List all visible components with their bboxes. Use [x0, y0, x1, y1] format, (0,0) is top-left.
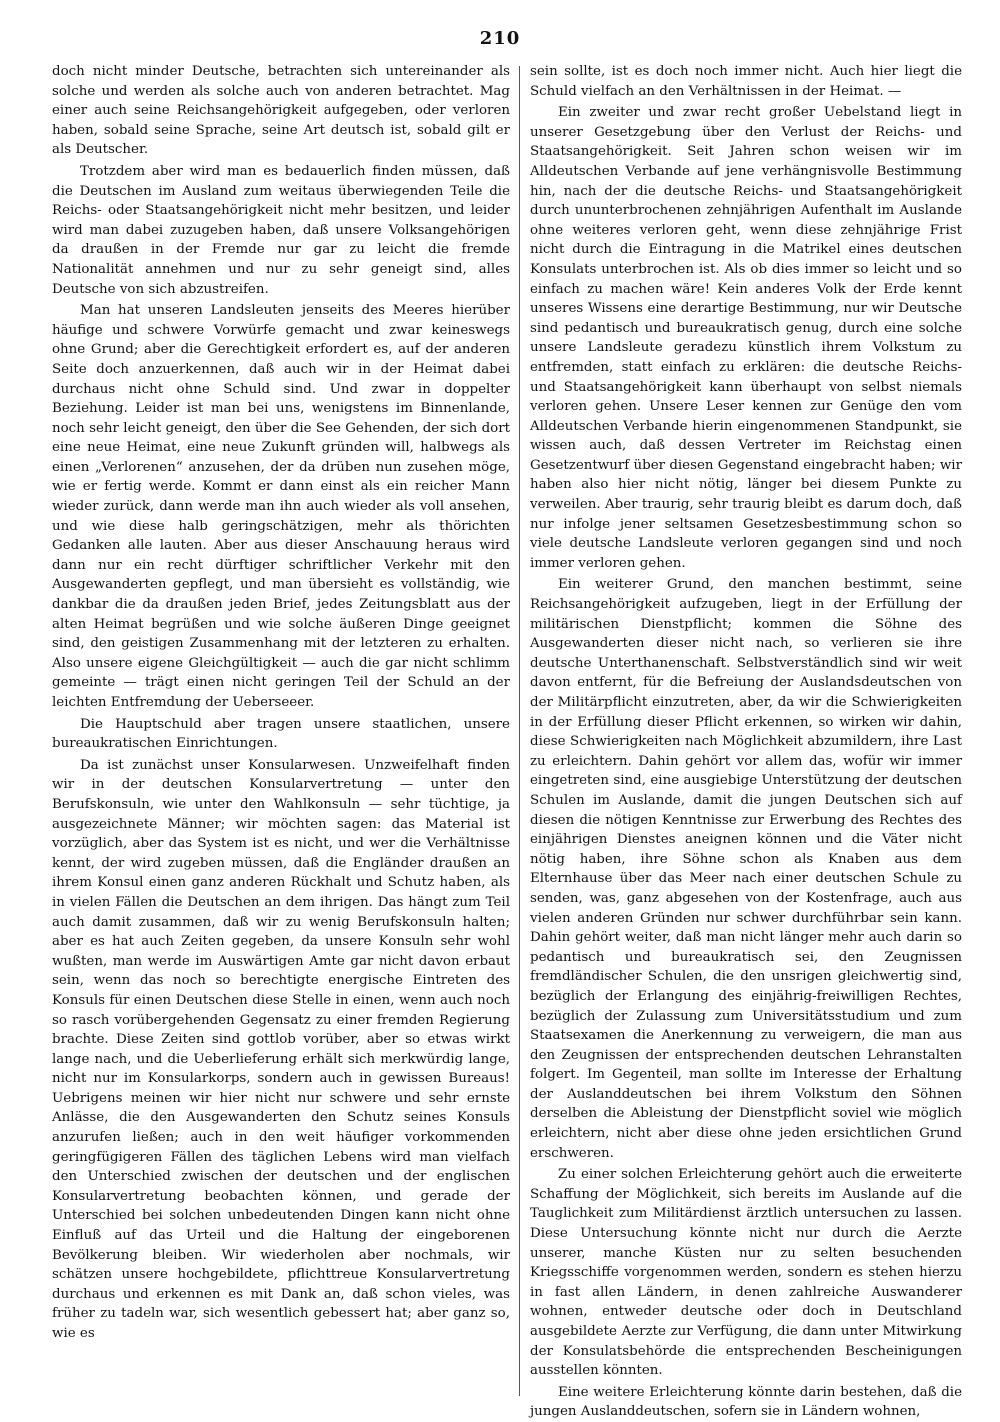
paragraph: Man hat unseren Landsleuten jenseits des Meeres hierüber häufige und schwere Vorwürfe gemacht und zwar keineswegs ohne Grund; aber die Gerechtigkeit erfordert es, auf der anderen Seite doch anzuerkennen, daß auch wir in der Heimat dabei durchaus nicht ohne Schuld sind. Und zwar in doppelter Beziehung. Leider ist man bei uns, wenigstens im Binnenlande, noch sehr leicht geneigt, den über die See Gehenden, der sich dort eine neue Heimat, eine neue Zukunft gründen will, halbwegs als einen „Verlorenen“ anzusehen, der da drüben nun zusehen möge, wie er fertig werde. Kommt er dann einst als ein reicher Mann wieder zurück, dann werde man ihn auch wieder als voll ansehen, und wie diese halb geringschätzigen, mehr als thörichten Gedanken alle lauten. Aber aus dieser Anschauung heraus wird dann nur ein recht dürftiger schriftlicher Verkehr mit den Ausgewanderten gepflegt, und man übersieht es vollständig, wie dankbar die da draußen jeden Brief, jedes Zeitungsblatt aus der alten Heimat begrüßen und wie solche äußeren Dinge geeignet sind, den geistigen Zusammenhang mit der letzteren zu erhalten. Also unsere eigene Gleichgültigkeit — auch die gar nicht schlimm gemeinte — trägt einen nicht geringen Teil der Schuld an der leichten Entfremdung der Ueberseeer.: [52, 303, 510, 710]
paragraph: Die Hauptschuld aber tragen unsere staatlichen, unsere bureaukratischen Einrichtungen.: [52, 716, 510, 752]
right-column: [530, 62, 962, 1420]
paragraph: Ein weiterer Grund, den manchen bestimmt, seine Reichsangehörigkeit aufzugeben, liegt in der Erfüllung der militärischen Dienstpflicht; kommen die Söhne des Ausgewanderten dieser nicht nach, so verlieren sie ihre deutsche Unterthanenschaft. Selbstverständlich sind wir weit davon entfernt, für die Befreiung der Auslandsdeutschen von der Militärpflicht einzutreten, aber, da wir die Schwierigkeiten in der Erfüllung dieser Pflicht erkennen, so wirken wir dahin, diese Schwierigkeiten nach Möglichkeit abzumildern, ihre Last zu erleichtern. Dahin gehört vor allem das, wofür wir immer eingetreten sind, eine ausgiebige Unterstützung der deutschen Schulen im Auslande, damit die jungen Deutschen sich auf diesen die nötigen Kenntnisse zur Erwerbung des Rechtes des einjährigen Dienstes aneignen können und die Väter nicht nötig haben, ihre Söhne schon als Knaben aus dem Elternhause über das Meer nach einer deutschen Schule zu senden, was, ganz abgesehen von der Kostenfrage, auch aus vielen anderen Gründen nur schwer durchführbar sein kann. Dahin gehört weiter, daß man nicht länger mehr auch darin so pedantisch und bureaukratisch sei, den Zeugnissen fremdländischer Schulen, die den unsrigen gleichwertig sind, bezüglich der Erlangung des einjährig-freiwilligen Rechtes, bezüglich der Zulassung zum Universitätsstudium und zum Staatsexamen die Anerkennung zu verweigern, die man aus den Zeugnissen der entsprechenden deutschen Lehranstalten folgert. Im Gegenteil, man sollte im Interesse der Erhaltung der Auslanddeutschen bei ihrem Volkstum den Söhnen derselben die Ableistung der Dienstpflicht soviel wie möglich erleichtern, nicht aber diese ohne jeden ersichtlichen Grund erschweren.: [530, 577, 962, 1161]
paragraph: Da ist zunächst unser Konsularwesen. Unzweifelhaft finden wir in der deutschen Konsularvertretung — unter den Berufskonsuln, wie unter den Wahlkonsuln — sehr tüchtige, ja ausgezeichnete Männer; wir möchten sagen: das Material ist vorzüglich, aber das System ist es nicht, und wer die Verhältnisse kennt, der wird zugeben müssen, daß die Engländer draußen an ihrem Konsul einen ganz anderen Rückhalt und Schutz haben, als in vielen Fällen die Deutschen an dem ihrigen. Das hängt zum Teil auch damit zusammen, daß wir zu wenig Berufskonsuln halten; aber es hat auch Zeiten gegeben, da unsere Konsuln sehr wohl wußten, man werde im Auswärtigen Amte gar nicht davon erbaut sein, wenn das noch so berechtigte energische Eintreten des Konsuls für einen Deutschen diese Stelle in einen, wenn auch noch so rasch vorübergehenden Gegensatz zu einer fremden Regierung brachte. Diese Zeiten sind gottlob vorüber, aber so etwas wirkt lange nach, und die Ueberlieferung erhält sich merkwürdig lange, nicht nur im Konsularkorps, sondern auch in gewissen Bureaus! Uebrigens meinen wir hier nicht nur schwere und sehr ernste Anlässe, die den Ausgewanderten den Schutz seines Konsuls anzurufen ließen; auch in den weit häufiger vorkommenden geringfügigeren Fällen des täglichen Lebens wird man vielfach den Unterschied zwischen der deutschen und der englischen Konsularvertretung beobachten können, und gerade der Unterschied bei solchen unbedeutenden Dingen kann nicht ohne Einfluß auf das Urteil und die Haltung der eingeborenen Bevölkerung bleiben. Wir wiederholen aber nochmals, wir schätzen unsere hochgebildete, pflichttreue Konsularvertretung durchaus und erkennen es mit Dank an, daß schon vieles, was früher zu tadeln war, sich wesentlich gebessert hat; aber ganz so, wie es: [52, 757, 510, 1341]
page-number: 210: [479, 28, 521, 49]
paragraph: Ein zweiter und zwar recht großer Uebelstand liegt in unserer Gesetzgebung über den Verlust der Reichs- und Staatsangehörigkeit. Seit Jahren schon weisen wir im Alldeutschen Verbande auf jene verhängnisvolle Bestimmung hin, nach der die deutsche Reichs- und Staatsangehörigkeit durch ununterbrochenen zehnjährigen Aufenthalt im Auslande ohne weiteres verloren geht, wenn diese zehnjährige Frist nicht durch die Eintragung in die Matrikel eines deutschen Konsulats unterbrochen ist. Als ob dies immer so leicht und so einfach zu machen wäre! Kein anderes Volk der Erde kennt unseres Wissens eine derartige Bestimmung, nur wir Deutsche sind pedantisch und bureaukratisch genug, durch eine solche unsere Landsleute geradezu künstlich ihrem Volkstum zu entfremden, statt einfach zu erklären: die deutsche Reichs- und Staatsangehörigkeit kann überhaupt von selbst niemals verloren gehen. Unsere Leser kennen zur Genüge den vom Alldeutschen Verbande hierin eingenommenen Standpunkt, sie wissen auch, daß dessen Vertreter im Reichstag einen Gesetzentwurf über diesen Gegenstand eingebracht haben; wir haben also hier nicht nötig, länger bei diesem Punkte zu verweilen. Aber traurig, sehr traurig bleibt es darum doch, daß nur infolge jener seltsamen Gesetzesbestimmung schon so viele deutsche Landsleute verloren gegangen sind und noch immer verloren gehen.: [530, 105, 962, 571]
paragraph: Zu einer solchen Erleichterung gehört auch die erweiterte Schaffung der Möglichkeit, sich bereits im Auslande auf die Tauglichkeit zum Militärdienst ärztlich untersuchen zu lassen. Diese Untersuchung könnte nicht nur durch die Aerzte unserer, manche Küsten nur zu selten besuchenden Kriegsschiffe vorgenommen werden, sondern es stehen hierzu in fast allen Ländern, in denen zahlreiche Auswanderer wohnen, entweder deutsche oder doch in Deutschland ausgebildete Aerzte zur Verfügung, die dann unter Mitwirkung der Konsulatsbehörde die entsprechenden Bescheinigungen ausstellen könnten.: [530, 1167, 962, 1379]
paragraph: sein sollte, ist es doch noch immer nicht. Auch hier liegt die Schuld vielfach an den Verhältnissen in der Heimat. —: [530, 64, 962, 99]
column-divider: [519, 66, 520, 1396]
left-column: [52, 62, 510, 1402]
paragraph: doch nicht minder Deutsche, betrachten sich untereinander als solche und werden als solche auch von anderen betrachtet. Mag einer auch seine Reichsangehörigkeit aufgegeben, oder verloren haben, sobald seine Sprache, seine Art deutsch ist, sobald gilt er als Deutscher.: [52, 64, 510, 158]
paragraph: Trotzdem aber wird man es bedauerlich finden müssen, daß die Deutschen im Ausland zum weitaus überwiegenden Teile die Reichs- oder Staatsangehörigkeit nicht mehr besitzen, und leider wird man dabei zuzugeben haben, daß unsere Volksangehörigen da draußen in der Fremde nur gar zu leicht die fremde Nationalität annehmen und nur zu sehr geneigt sind, alles Deutsche von sich abzustreifen.: [52, 163, 510, 297]
paragraph: Eine weitere Erleichterung könnte darin bestehen, daß die jungen Auslanddeutschen, sofern sie in Ländern wohnen,: [530, 1384, 962, 1420]
